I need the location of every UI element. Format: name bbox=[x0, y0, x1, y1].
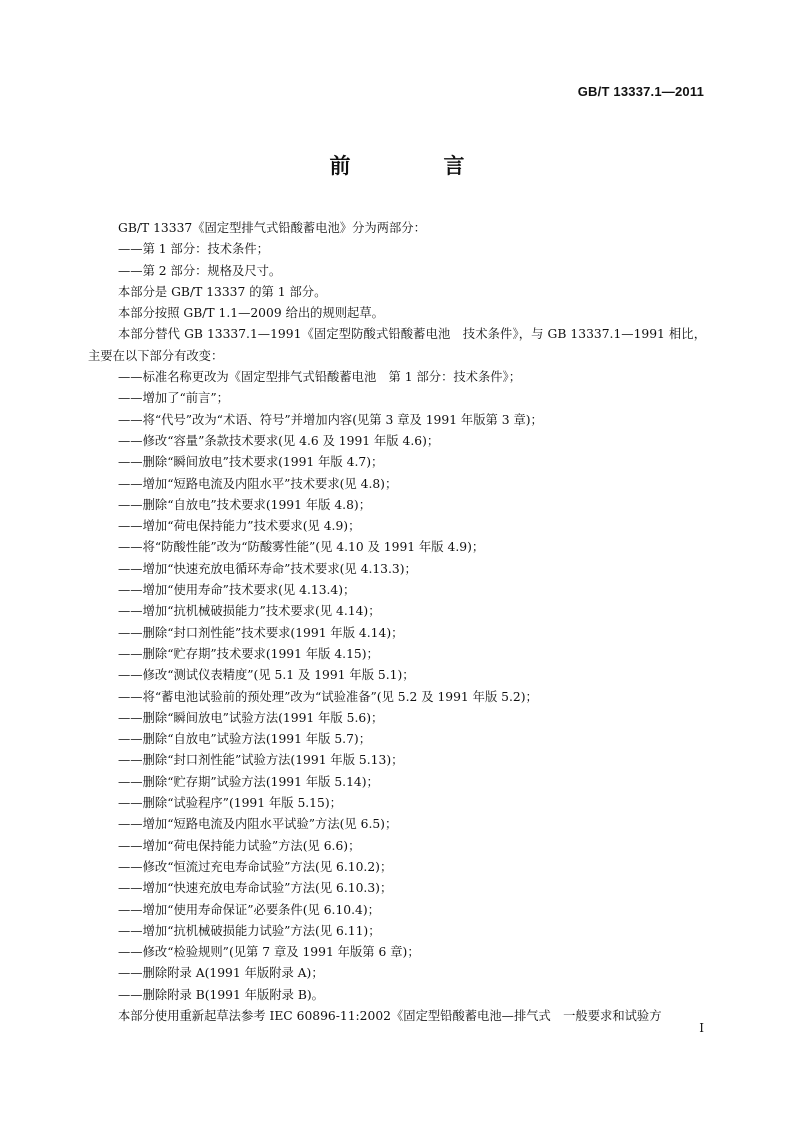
list-item: ——增加“抗机械破损能力试验”方法(见 6.11)； bbox=[118, 923, 381, 938]
list-item: ——删除“贮存期”技术要求(1991 年版 4.15)； bbox=[118, 646, 379, 661]
list-item: ——标准名称更改为《固定型排气式铅酸蓄电池 第 1 部分：技术条件》； bbox=[118, 370, 521, 385]
list-item: ——删除附录 B(1991 年版附录 B)。 bbox=[118, 987, 324, 1002]
list-item: ——删除“自放电”试验方法(1991 年版 5.7)； bbox=[118, 732, 371, 747]
list-item: ——修改“测试仪表精度”(见 5.1 及 1991 年版 5.1)； bbox=[118, 668, 415, 683]
list-item: ——增加“快速充放电寿命试验”方法(见 6.10.3)； bbox=[118, 881, 393, 896]
list-item: ——删除“封口剂性能”技术要求(1991 年版 4.14)； bbox=[118, 625, 404, 640]
list-item: ——删除“贮存期”试验方法(1991 年版 5.14)； bbox=[118, 774, 379, 789]
list-item: ——删除附录 A(1991 年版附录 A)； bbox=[118, 966, 324, 981]
list-item: ——增加“荷电保持能力试验”方法(见 6.6)； bbox=[118, 838, 361, 853]
paragraph: 本部分使用重新起草法参考 IEC 60896-11:2002《固定型铅酸蓄电池—排气式 一般要求和试验方 bbox=[118, 1008, 662, 1023]
page-number: I bbox=[699, 1021, 704, 1035]
list-item: ——增加“荷电保持能力”技术要求(见 4.9)； bbox=[118, 519, 361, 534]
list-item: ——删除“自放电”技术要求(1991 年版 4.8)； bbox=[118, 497, 371, 512]
list-item: ——修改“检验规则”(见第 7 章及 1991 年版第 6 章)； bbox=[118, 945, 420, 960]
list-item: ——增加“短路电流及内阻水平试验”方法(见 6.5)； bbox=[118, 817, 398, 832]
list-item: ——第 2 部分：规格及尺寸。 bbox=[118, 263, 282, 278]
list-item: ——删除“瞬间放电”技术要求(1991 年版 4.7)； bbox=[118, 455, 384, 470]
list-item: ——删除“瞬间放电”试验方法(1991 年版 5.6)； bbox=[118, 710, 384, 725]
paragraph: 本部分是 GB/T 13337 的第 1 部分。 bbox=[118, 284, 327, 299]
list-item: ——将“防酸性能”改为“防酸雾性能”(见 4.10 及 1991 年版 4.9)； bbox=[118, 540, 485, 555]
paragraph: GB/T 13337《固定型排气式铅酸蓄电池》分为两部分： bbox=[118, 221, 426, 235]
list-item: ——删除“试验程序”(1991 年版 5.15)； bbox=[118, 796, 342, 811]
list-item: ——增加“使用寿命保证”必要条件(见 6.10.4)； bbox=[118, 902, 380, 917]
paragraph: 本部分替代 GB 13337.1—1991《固定型防酸式铅酸蓄电池 技术条件》，与 GB 13337.1—1991 相比，主要在以下部分有改变： bbox=[88, 327, 706, 363]
list-item: ——将“蓄电池试验前的预处理”改为“试验准备”(见 5.2 及 1991 年版 5.2)； bbox=[118, 689, 538, 704]
list-item: ——增加“短路电流及内阻水平”技术要求(见 4.8)； bbox=[118, 476, 398, 491]
document-body bbox=[88, 218, 706, 1027]
list-item: ——将“代号”改为“术语、符号”并增加内容(见第 3 章及 1991 年版第 3 章)； bbox=[118, 412, 543, 427]
standard-code: GB/T 13337.1—2011 bbox=[577, 84, 704, 99]
list-item: ——增加“使用寿命”技术要求(见 4.13.4)； bbox=[118, 583, 356, 598]
page-title: 前 言 bbox=[329, 154, 501, 178]
list-item: ——第 1 部分：技术条件； bbox=[118, 242, 269, 257]
list-item: ——删除“封口剂性能”试验方法(1991 年版 5.13)； bbox=[118, 753, 404, 768]
paragraph: 本部分按照 GB/T 1.1—2009 给出的规则起草。 bbox=[118, 306, 384, 321]
list-item: ——修改“容量”条款技术要求(见 4.6 及 1991 年版 4.6)； bbox=[118, 433, 440, 448]
list-item: ——增加“抗机械破损能力”技术要求(见 4.14)； bbox=[118, 604, 381, 619]
list-item: ——修改“恒流过充电寿命试验”方法(见 6.10.2)； bbox=[118, 859, 393, 874]
list-item: ——增加“快速充放电循环寿命”技术要求(见 4.13.3)； bbox=[118, 561, 417, 576]
list-item: ——增加了“前言”； bbox=[118, 391, 229, 406]
